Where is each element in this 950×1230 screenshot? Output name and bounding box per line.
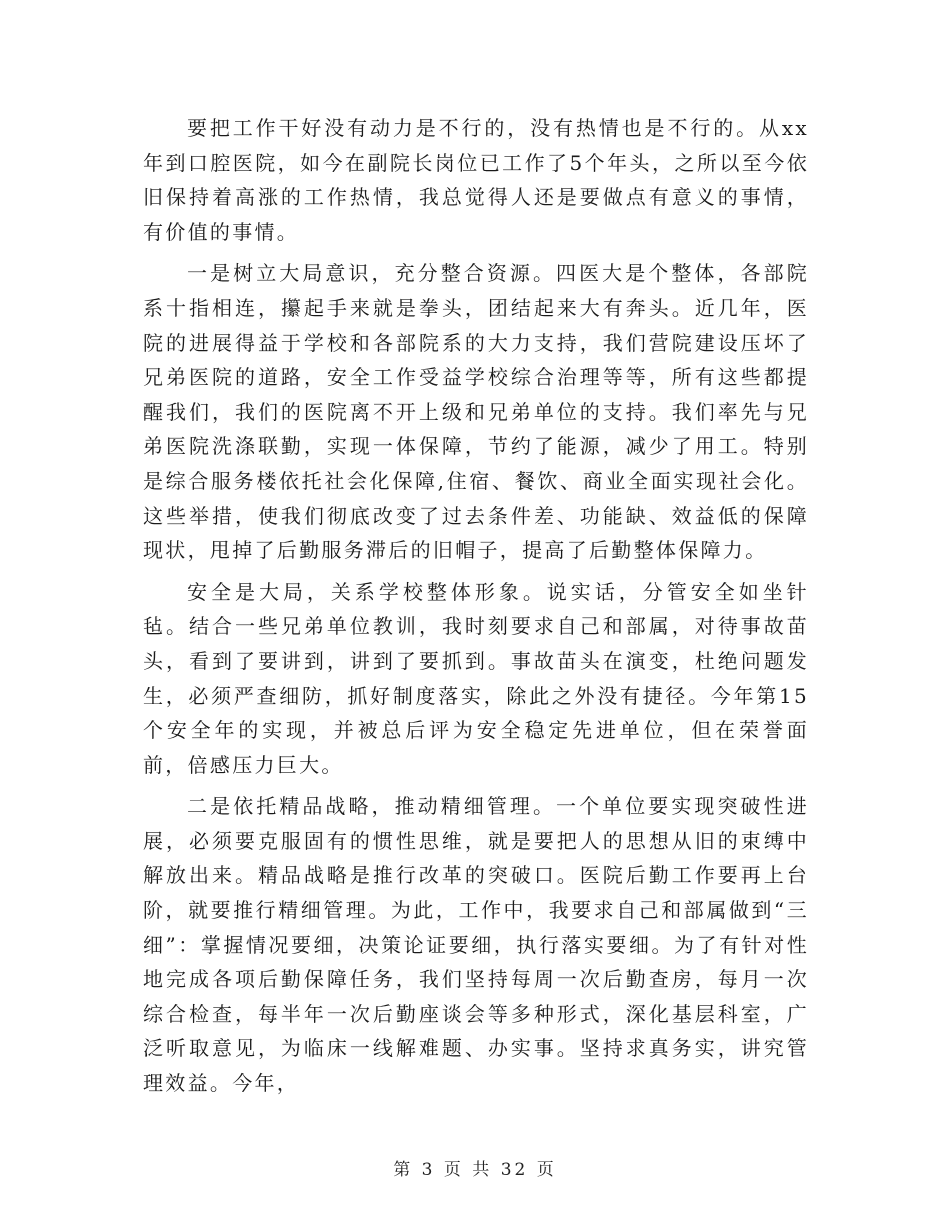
page-number: 第 3 页 共 32 页 xyxy=(393,1160,557,1180)
page-footer xyxy=(0,1155,950,1180)
document-body xyxy=(143,111,809,1101)
paragraph-safety: 安全是大局，关系学校整体形象。说实话，分管安全如坐针毡。结合一些兄弟单位教训，我时刻要求自己和部属，对待事故苗头，看到了要讲到，讲到了要抓到。事故苗头在演变，杜绝问题发生，必须严查细防，抓好制度落实，除此之外没有捷径。今年第15个安全年的实现，并被总后评为安全稳定先进单位，但在荣誉面前，倍感压力巨大。 xyxy=(143,579,809,777)
paragraph-big-picture: 一是树立大局意识，充分整合资源。四医大是个整体，各部院系十指相连，攥起手来就是拳头，团结起来大有奔头。近几年，医院的进展得益于学校和各部院系的大力支持，我们营院建设压坏了兄弟医院的道路，安全工作受益学校综合治理等等，所有这些都提醒我们，我们的医院离不开上级和兄弟单位的支持。我们率先与兄弟医院洗涤联勤，实现一体保障，节约了能源，减少了用工。特别是综合服务楼依托社会化保障,住宿、餐饮、商业全面实现社会化。这些举措，使我们彻底改变了过去条件差、功能缺、效益低的保障现状，甩掉了后勤服务滞后的旧帽子，提高了后勤整体保障力。 xyxy=(143,261,809,563)
paragraph-fine-management: 二是依托精品战略，推动精细管理。一个单位要实现突破性进展，必须要克服固有的惯性思维，就是要把人的思想从旧的束缚中解放出来。精品战略是推行改革的突破口。医院后勤工作要再上台阶，就要推行精细管理。为此，工作中，我要求自己和部属做到“三细”：掌握情况要细，决策论证要细，执行落实要细。为了有针对性地完成各项后勤保障任务，我们坚持每周一次后勤查房，每月一次综合检查，每半年一次后勤座谈会等多种形式，深化基层科室，广泛听取意见，为临床一线解难题、办实事。坚持求真务实，讲究管理效益。今年， xyxy=(143,794,809,1096)
paragraph-motivation: 要把工作干好没有动力是不行的，没有热情也是不行的。从xx年到口腔医院，如今在副院长岗位已工作了5个年头，之所以至今依旧保持着高涨的工作热情，我总觉得人还是要做点有意义的事情，有价值的事情。 xyxy=(143,116,809,244)
